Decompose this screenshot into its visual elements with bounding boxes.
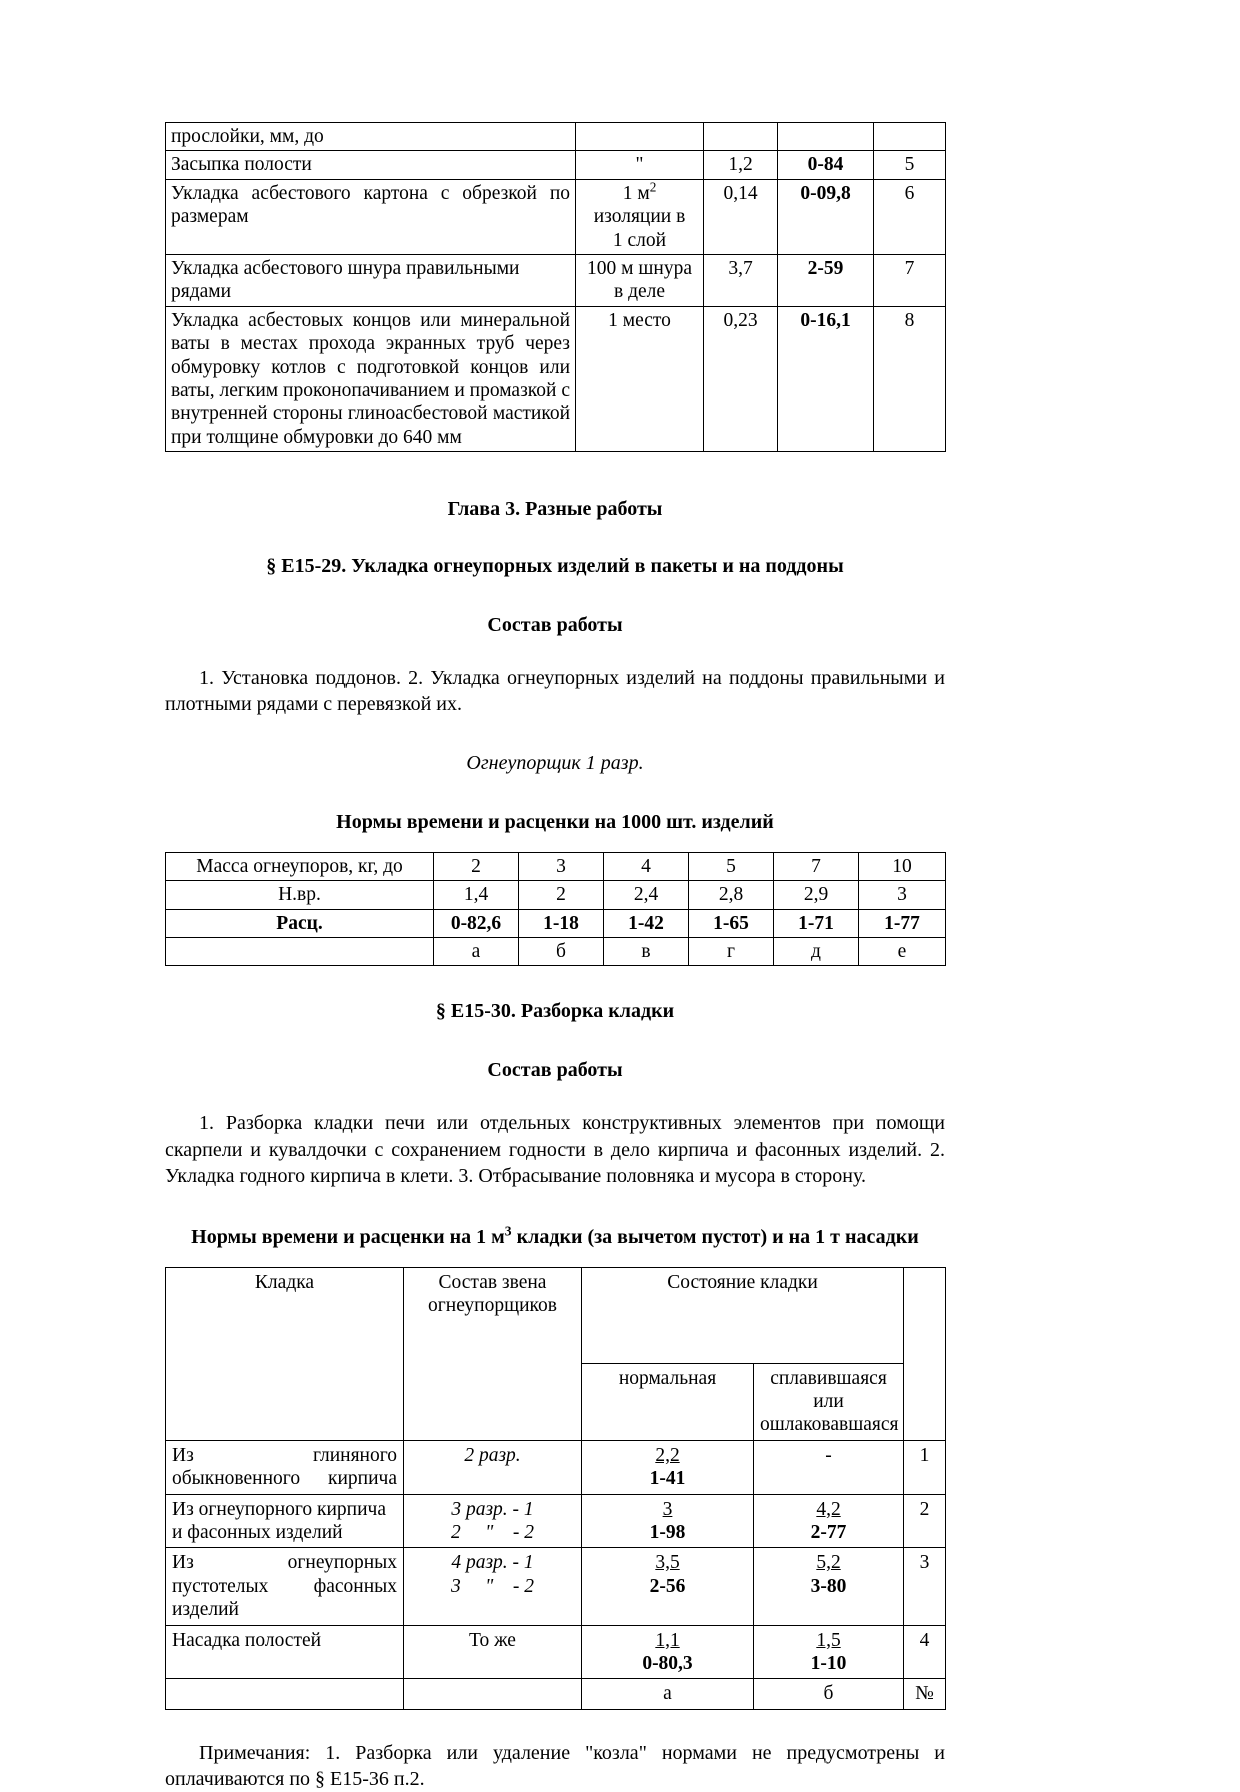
title-part-1: Нормы времени и расценки на 1 м: [191, 1225, 505, 1248]
cell-rate: 0-16,1: [778, 306, 874, 451]
cell-crew: [404, 1548, 582, 1625]
table-norms-e15-30: [165, 1267, 946, 1710]
cell-crew: [404, 1625, 582, 1679]
table-row: [166, 1494, 946, 1548]
footer-empty-2: [404, 1679, 582, 1709]
cell-number: [874, 123, 946, 151]
composition-text-2: 1. Разборка кладки печи или отдельных конструктивных элементов при помощи скарпели и кувалдочки с сохранением годности в дело кирпича и фасонных изделий. 2. Укладка годного кирпича в клети. 3. Отбрасывание половняка и мусора в сторону.: [165, 1112, 945, 1188]
title-superscript: 3: [504, 1222, 512, 1238]
fraction-denominator: 3-80: [810, 1575, 847, 1597]
header-fused-line2: или: [813, 1390, 844, 1412]
table-row: [166, 306, 946, 451]
composition-text-1: 1. Установка поддонов. 2. Укладка огнеупорных изделий на поддоны правильными и плотными рядами с перевязкой их.: [165, 667, 945, 716]
crew-line: 2 разр.: [464, 1444, 521, 1466]
fraction-denominator: 1-10: [810, 1652, 847, 1674]
crew-line: 4 разр. - 1: [451, 1552, 534, 1574]
row-label-empty: [166, 938, 434, 966]
header-crew: [404, 1267, 582, 1440]
cell-normal: [582, 1494, 754, 1548]
norms-table-title-1: Нормы времени и расценки на 1000 шт. изделий: [336, 810, 774, 833]
title-part-2: кладки (за вычетом пустот) и на 1 т насадки: [511, 1225, 919, 1248]
rasc-value: 1-42: [604, 909, 689, 937]
cell-description: Укладка асбестового картона с обрезкой по размерам: [166, 179, 576, 254]
cell-crew: [404, 1494, 582, 1548]
row-label-nvr: Н.вр.: [166, 881, 434, 909]
cell-rate: 0-09,8: [778, 179, 874, 254]
footer-letter-b: б: [754, 1679, 904, 1709]
cell-fused: [754, 1625, 904, 1679]
nvr-value: 2,4: [604, 881, 689, 909]
header-condition-normal: нормальная: [582, 1363, 754, 1440]
cell-normal: [582, 1440, 754, 1494]
cell-description: Укладка асбестового шнура правильными рядами: [166, 254, 576, 306]
cell-normal: [582, 1625, 754, 1679]
cell-kladka: Насадка полостей: [166, 1625, 404, 1679]
fraction-denominator: 2-56: [649, 1575, 686, 1597]
cell-norm: 0,23: [704, 306, 778, 451]
mass-value: 10: [859, 852, 946, 880]
nvr-value: 1,4: [434, 881, 519, 909]
fraction: [760, 1551, 897, 1598]
cell-number: 7: [874, 254, 946, 306]
cell-description: прослойки, мм, до: [166, 123, 576, 151]
cell-rate: 0-84: [778, 151, 874, 179]
cell-fused: [754, 1494, 904, 1548]
cell-number: 5: [874, 151, 946, 179]
table-row: [166, 123, 946, 151]
cell-unit: [576, 179, 704, 254]
header-fused-line1: сплавившаяся: [770, 1367, 887, 1389]
section-heading-e15-30: § Е15-30. Разборка кладки: [435, 1000, 675, 1023]
table-row: [166, 1440, 946, 1494]
cell-crew: [404, 1440, 582, 1494]
rasc-value: 1-77: [859, 909, 946, 937]
cell-rate: [778, 123, 874, 151]
rasc-value: 1-65: [689, 909, 774, 937]
column-letter: г: [689, 938, 774, 966]
rasc-value: 1-71: [774, 909, 859, 937]
table-row-nvr: [166, 881, 946, 909]
mass-value: 2: [434, 852, 519, 880]
fraction: [760, 1444, 897, 1467]
notes-text: Примечания: 1. Разборка или удаление "козла" нормами не предусмотрены и оплачиваются по § Е15-36 п.2.: [165, 1741, 945, 1791]
crew-line: 3 разр. - 1: [451, 1498, 534, 1520]
table-row: [166, 151, 946, 179]
chapter-title: Глава 3. Разные работы: [447, 498, 663, 521]
row-label-rasc: Расц.: [166, 909, 434, 937]
fraction: [760, 1629, 897, 1676]
table-row: [166, 1625, 946, 1679]
table-insulation-works: [165, 122, 946, 452]
table-header-row: [166, 1267, 946, 1363]
cell-number: 1: [904, 1440, 946, 1494]
unit-line: 100 м шнура: [587, 257, 692, 279]
fraction: [588, 1551, 747, 1598]
mass-value: 5: [689, 852, 774, 880]
column-letter: а: [434, 938, 519, 966]
header-condition-fused: [754, 1363, 904, 1440]
page-content: [165, 122, 945, 1792]
composition-heading-2: Состав работы: [487, 1059, 623, 1082]
footer-number-symbol: №: [904, 1679, 946, 1709]
nvr-value: 2: [519, 881, 604, 909]
cell-norm: 1,2: [704, 151, 778, 179]
cell-norm: 3,7: [704, 254, 778, 306]
fraction-denominator: 0-80,3: [642, 1652, 693, 1674]
header-crew-line2: огнеупорщиков: [428, 1294, 557, 1316]
crew-line-1: Огнеупорщик 1 разр.: [466, 751, 644, 774]
cell-kladka: Из глиняного обыкновенного кирпича: [166, 1440, 404, 1494]
fraction-numerator: 3: [662, 1498, 673, 1520]
fraction: [760, 1498, 897, 1545]
cell-kladka: Из огнеупорных пустотелых фасонных изделий: [166, 1548, 404, 1625]
table-norms-e15-29: [165, 852, 946, 967]
footer-empty-1: [166, 1679, 404, 1709]
header-crew-line1: Состав звена: [438, 1271, 547, 1293]
cell-number: 3: [904, 1548, 946, 1625]
fraction-numerator: 2,2: [655, 1444, 680, 1466]
fraction-numerator: 1,5: [816, 1629, 841, 1651]
footer-letter-a: а: [582, 1679, 754, 1709]
cell-norm: 0,14: [704, 179, 778, 254]
crew-line: То же: [469, 1629, 516, 1651]
table-footer-row: [166, 1679, 946, 1709]
cell-unit: 1 место: [576, 306, 704, 451]
mass-value: 3: [519, 852, 604, 880]
fraction-denominator: 2-77: [810, 1521, 847, 1543]
unit-line: в деле: [613, 281, 666, 303]
cell-unit: [576, 123, 704, 151]
fraction-numerator: 5,2: [816, 1552, 841, 1574]
table-row: [166, 179, 946, 254]
cell-normal: [582, 1548, 754, 1625]
mass-value: 7: [774, 852, 859, 880]
header-fused-line3: ошлаковавшаяся: [760, 1414, 899, 1436]
cell-kladka: Из огнеупорного кирпича и фасонных изделий: [166, 1494, 404, 1548]
header-kladka: Кладка: [166, 1267, 404, 1440]
fraction: [588, 1498, 747, 1545]
cell-description: Укладка асбестовых концов или минеральной ваты в местах прохода экранных труб через обмуровку котлов с подготовкой концов или ваты, легким проконопачиванием и промазкой с внутренней стороны глиноасбестовой мастикой при толщине обмуровки до 640 мм: [166, 306, 576, 451]
table-row-mass: [166, 852, 946, 880]
cell-rate: 2-59: [778, 254, 874, 306]
column-letter: е: [859, 938, 946, 966]
nvr-value: 2,8: [689, 881, 774, 909]
fraction-numerator: -: [825, 1444, 832, 1466]
column-letter: в: [604, 938, 689, 966]
header-condition-group: Состояние кладки: [582, 1267, 904, 1363]
nvr-value: 2,9: [774, 881, 859, 909]
fraction: [588, 1629, 747, 1676]
mass-value: 4: [604, 852, 689, 880]
cell-description: Засыпка полости: [166, 151, 576, 179]
fraction-numerator: 1,1: [655, 1629, 680, 1651]
table-row-rasc: [166, 909, 946, 937]
unit-superscript: 2: [649, 179, 657, 195]
composition-heading-1: Состав работы: [487, 614, 623, 637]
unit-line: 1 слой: [612, 229, 667, 251]
table-row: [166, 254, 946, 306]
row-label-mass: Масса огнеупоров, кг, до: [166, 852, 434, 880]
fraction-numerator: 4,2: [816, 1498, 841, 1520]
nvr-value: 3: [859, 881, 946, 909]
cell-number: 6: [874, 179, 946, 254]
rasc-value: 0-82,6: [434, 909, 519, 937]
unit-line: изоляции в: [593, 206, 686, 228]
cell-fused: [754, 1548, 904, 1625]
cell-unit: ": [576, 151, 704, 179]
crew-line: 2 " - 2: [451, 1521, 534, 1543]
section-heading-e15-29: § Е15-29. Укладка огнеупорных изделий в пакеты и на поддоны: [266, 555, 844, 578]
table-row-letters: [166, 938, 946, 966]
column-letter: д: [774, 938, 859, 966]
unit-line: 1 $м^2$: [622, 179, 657, 204]
fraction: [588, 1444, 747, 1491]
cell-number: 4: [904, 1625, 946, 1679]
table-row: [166, 1548, 946, 1625]
norms-table-title-2: [165, 1222, 945, 1249]
cell-number: 2: [904, 1494, 946, 1548]
column-letter: б: [519, 938, 604, 966]
cell-unit: [576, 254, 704, 306]
header-number: [904, 1267, 946, 1440]
fraction-denominator: 1-98: [649, 1521, 686, 1543]
cell-number: 8: [874, 306, 946, 451]
cell-fused: [754, 1440, 904, 1494]
fraction-denominator: 1-41: [649, 1468, 686, 1490]
rasc-value: 1-18: [519, 909, 604, 937]
crew-line: 3 " - 2: [451, 1575, 534, 1597]
cell-norm: [704, 123, 778, 151]
fraction-numerator: 3,5: [655, 1552, 680, 1574]
